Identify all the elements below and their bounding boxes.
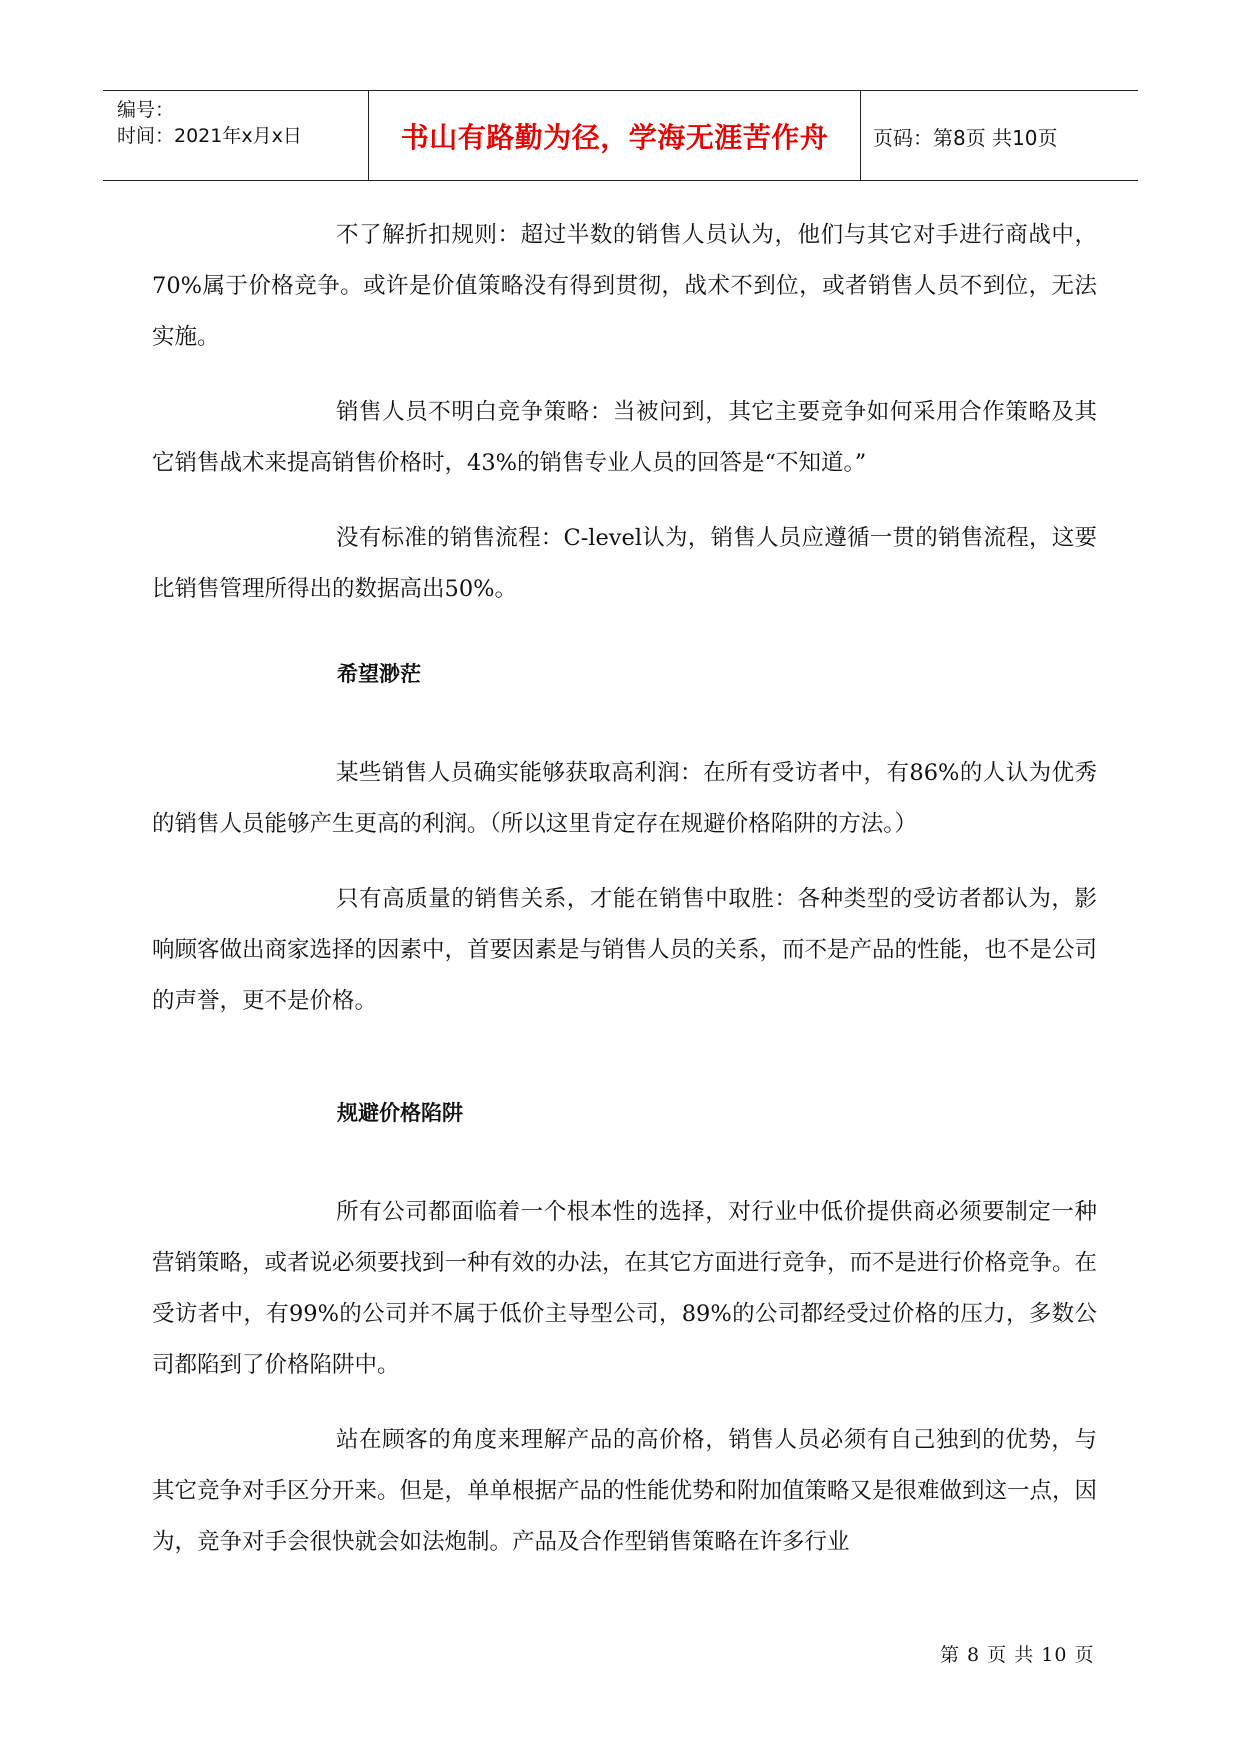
section-heading-avoid-price-trap: 规避价格陷阱 <box>337 1101 463 1125</box>
header-page-number: 页码：第8页 共10页 <box>873 126 1058 150</box>
paragraph-sales-process: 没有标准的销售流程：C-level认为，销售人员应遵循一贯的销售流程，这要比销售管理所得出的数据高出50%。 <box>152 525 1097 602</box>
document-header <box>103 90 1138 181</box>
paragraph-high-profit: 某些销售人员确实能够获取高利润：在所有受访者中，有86%的人认为优秀的销售人员能够产生更高的利润。（所以这里肯定存在规避价格陷阱的方法。） <box>152 760 1097 837</box>
page-footer-number: 第 8 页 共 10 页 <box>940 1644 1095 1666</box>
paragraph-discount-rules: 不了解折扣规则：超过半数的销售人员认为，他们与其它对手进行商战中，70%属于价格竞争。或许是价值策略没有得到贯彻，战术不到位，或者销售人员不到位，无法实施。 <box>152 222 1097 350</box>
paragraph-competition-strategy: 销售人员不明白竞争策略：当被问到，其它主要竞争如何采用合作策略及其它销售战术来提高销售价格时，43%的销售专业人员的回答是“不知道。” <box>152 399 1097 476</box>
header-meta-cell <box>103 91 369 180</box>
header-motto-cell <box>369 91 861 180</box>
document-body <box>152 210 1097 1568</box>
header-page-cell <box>861 91 1138 180</box>
document-time-label: 时间：2021年x月x日 <box>117 125 302 147</box>
document-number-label: 编号： <box>117 99 175 121</box>
section-heading-hope: 希望渺茫 <box>337 662 421 686</box>
paragraph-sales-relationship: 只有高质量的销售关系，才能在销售中取胜：各种类型的受访者都认为，影响顾客做出商家选择的因素中，首要因素是与销售人员的关系，而不是产品的性能，也不是公司的声誉，更不是价格。 <box>152 886 1098 1014</box>
header-motto: 书山有路勤为径，学海无涯苦作舟 <box>400 121 829 154</box>
paragraph-fundamental-choice: 所有公司都面临着一个根本性的选择，对行业中低价提供商必须要制定一种营销策略，或者说必须要找到一种有效的办法，在其它方面进行竞争，而不是进行价格竞争。在受访者中，有99%的公司并不属于低价主导型公司，89%的公司都经受过价格的压力，多数公司都陷到了价格陷阱中。 <box>152 1199 1098 1378</box>
paragraph-customer-perspective: 站在顾客的角度来理解产品的高价格，销售人员必须有自己独到的优势，与其它竞争对手区分开来。但是，单单根据产品的性能优势和附加值策略又是很难做到这一点，因为，竞争对手会很快就会如法炮制。产品及合作型销售策略在许多行业 <box>152 1427 1098 1555</box>
